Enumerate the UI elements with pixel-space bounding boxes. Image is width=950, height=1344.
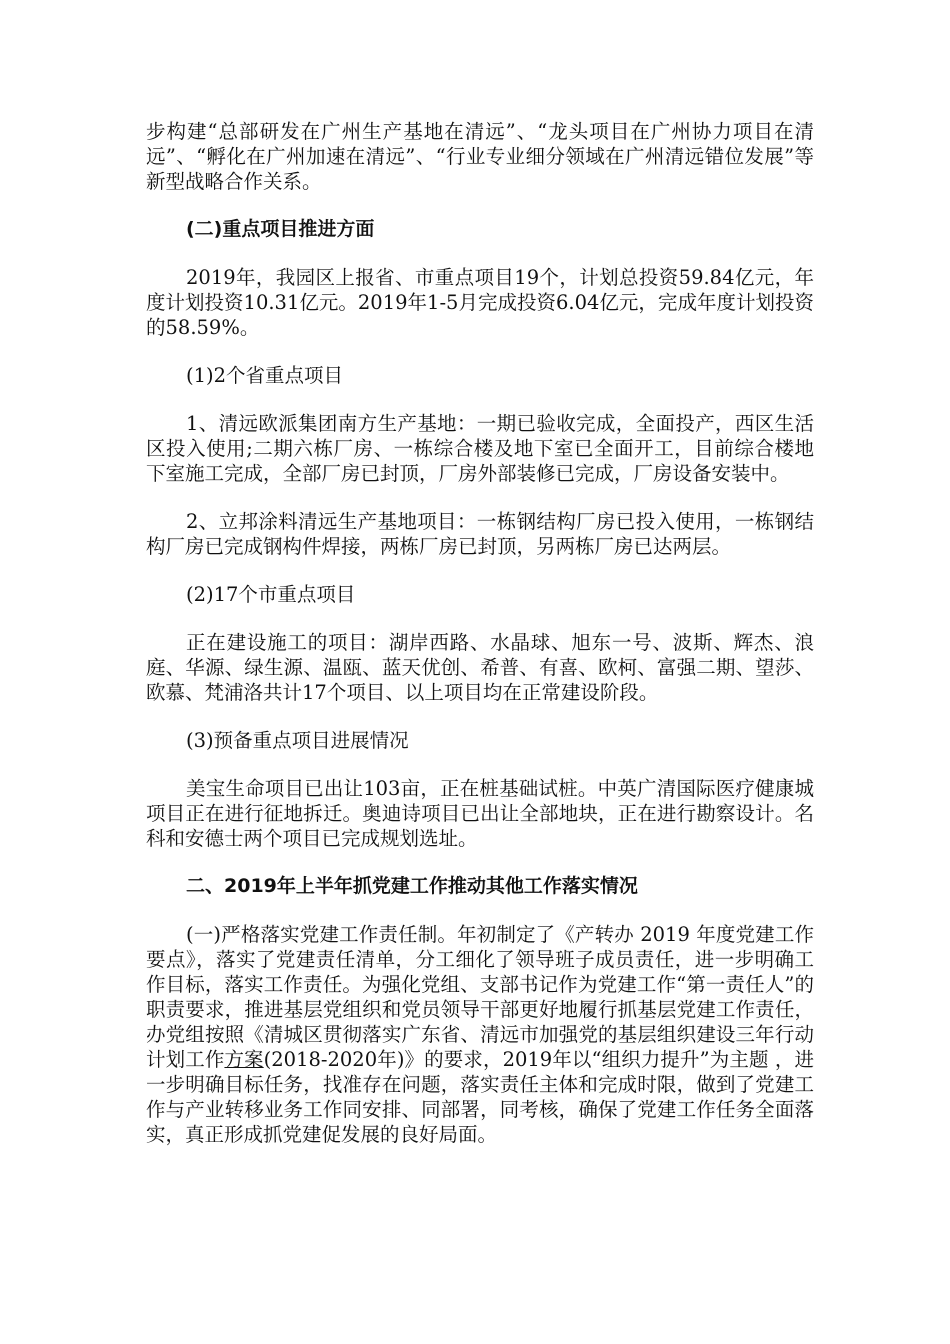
party-text-part-1: (一)严格落实党建工作责任制。年初制定了《产转办 2019 年度党建工作要点》，落实了党建责任清单，分工细化了领导班子成员责任，进一步明确工作目标，落实工作责任。为强化党组、支部书记作为党建工作“第一责任人”的职责要求，推进基层党组织和党员领导干部更好地履行抓基层党建工作责任，办党组按照《清城区贯彻落实广东省、清远市加强党的基层组织建设三年行动计划工作 xyxy=(146,923,814,1071)
heading-party-building: 二、2019年上半年抓党建工作推动其他工作落实情况 xyxy=(186,875,638,897)
subheading-provincial-projects: (1)2个省重点项目 xyxy=(186,364,344,387)
subheading-city-projects: (2)17个市重点项目 xyxy=(186,583,356,606)
document-page xyxy=(146,119,814,1170)
paragraph-oppein-base: 1、清远欧派集团南方生产基地：一期已验收完成，全面投产，西区生活区投入使用;二期六栋厂房、一栋综合楼及地下室已全面开工，目前综合楼地下室施工完成，全部厂房已封顶，厂房外部装修已完成，厂房设备安装中。 xyxy=(146,412,814,485)
heading-key-projects: (二)重点项目推进方面 xyxy=(186,218,375,240)
paragraph-party-responsibility xyxy=(146,922,814,1147)
paragraph-investment-summary: 2019年，我园区上报省、市重点项目19个，计划总投资59.84亿元，年度计划投资10.31亿元。2019年1-5月完成投资6.04亿元，完成年度计划投资的58.59%。 xyxy=(146,266,814,339)
subheading-reserve-projects: (3)预备重点项目进展情况 xyxy=(186,729,409,752)
plan-link[interactable]: 方案 xyxy=(224,1048,264,1071)
paragraph-strategic-cooperation: 步构建“总部研发在广州生产基地在清远”、“龙头项目在广州协力项目在清远”、“孵化在广州加速在清远”、“行业专业细分领域在广州清远错位发展”等新型战略合作关系。 xyxy=(146,120,814,193)
paragraph-nippon-paint-base: 2、立邦涂料清远生产基地项目：一栋钢结构厂房已投入使用，一栋钢结构厂房已完成钢构件焊接，两栋厂房已封顶，另两栋厂房已达两层。 xyxy=(146,510,814,558)
paragraph-city-projects-list: 正在建设施工的项目：湖岸西路、水晶球、旭东一号、波斯、辉杰、浪庭、华源、绿生源、温瓯、蓝天优创、希普、有喜、欧柯、富强二期、望莎、欧慕、梵浦洛共计17个项目、以上项目均在正常建设阶段。 xyxy=(146,631,814,704)
party-text-part-2: (2018-2020年)》的要求，2019年以“组织力提升”为主题 ，进一步明确目标任务，找准存在问题，落实责任主体和完成时限，做到了党建工作与产业转移业务工作同安排、同部署，同考核，确保了党建工作任务全面落实，真正形成抓党建促发展的良好局面。 xyxy=(146,1048,814,1146)
paragraph-reserve-projects: 美宝生命项目已出让103亩，正在桩基础试桩。中英广清国际医疗健康城项目正在进行征地拆迁。奥迪诗项目已出让全部地块，正在进行勘察设计。名科和安德士两个项目已完成规划选址。 xyxy=(146,777,814,850)
